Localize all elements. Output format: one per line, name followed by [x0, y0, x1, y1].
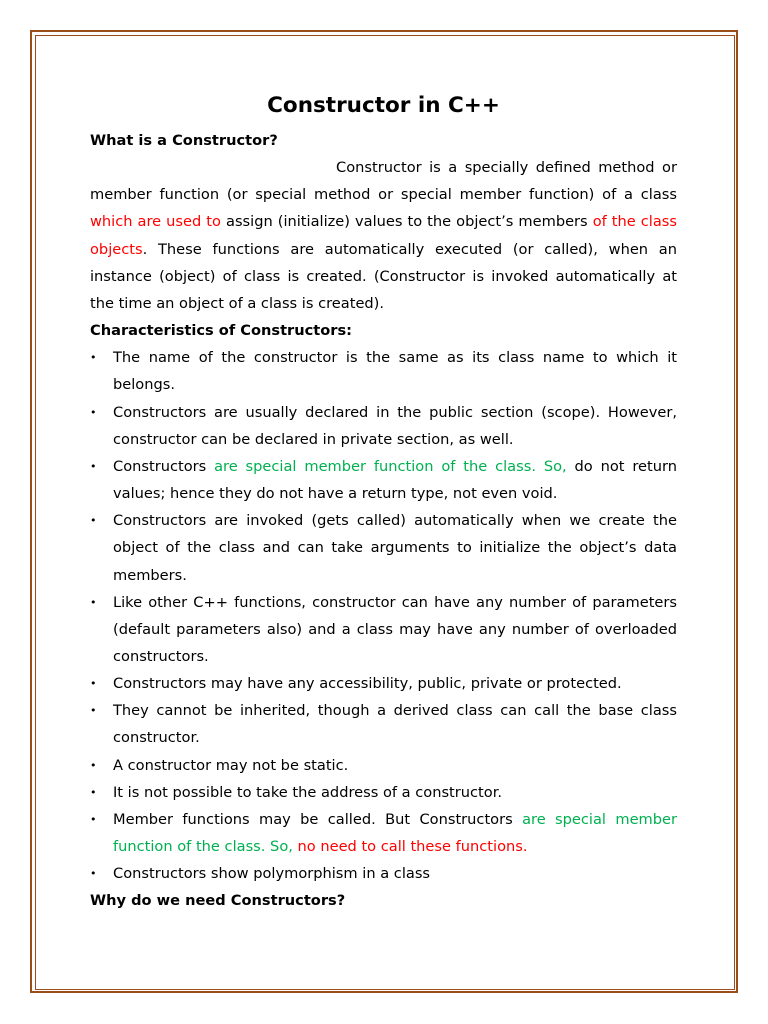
document-title: Constructor in C++: [267, 93, 500, 118]
list-item-text: Member functions may be called. But Constructors: [113, 810, 523, 828]
intro-text: . These functions are automatically executed (or called), when an instance (object) of class is created. (Constructor is invoked automatically at the time an object of a class is created).: [90, 240, 677, 312]
list-item-text: Constructors are usually declared in the public section (scope). However, constructor can be declared in private section, as well.: [113, 403, 677, 448]
list-item-highlight-green: are special member function of the class. So,: [113, 810, 678, 856]
list-item-text: Constructors are invoked (gets called) automatically when we create the object of the class and can take arguments to initialize the object’s data members.: [113, 512, 677, 584]
list-item-text: Constructors may have any accessibility, public, private or protected.: [113, 675, 622, 693]
section-heading-what-is: What is a Constructor?: [90, 132, 278, 149]
list-item-text: Constructors: [113, 457, 215, 475]
list-item-text: It is not possible to take the address of a constructor.: [113, 783, 502, 801]
characteristics-list: [90, 344, 677, 887]
intro-highlight-red: which are used to: [90, 213, 221, 231]
list-item: [90, 399, 677, 453]
list-item-text: Constructors show polymorphism in a class: [113, 865, 431, 883]
list-item-text: Like other C++ functions, constructor can have any number of parameters (default parameters also) and a class may have any number of overloaded constructors.: [113, 593, 677, 665]
intro-highlight-red: of the class objects: [90, 213, 678, 258]
list-item: [90, 589, 677, 670]
list-item: [90, 697, 677, 751]
list-item-highlight-red: no need to call these functions.: [292, 838, 528, 856]
intro-paragraph: [90, 154, 677, 317]
list-item-text: do not return values; hence they do not have a return type, not even void.: [113, 457, 677, 503]
document-body: [90, 88, 677, 915]
list-item-text: A constructor may not be static.: [113, 756, 349, 774]
list-item: [90, 752, 677, 779]
list-item-text: The name of the constructor is the same as its class name to which it belongs.: [113, 349, 677, 394]
list-item: [90, 670, 677, 697]
list-item: [90, 344, 677, 398]
list-item-text: They cannot be inherited, though a derived class can call the base class constructor.: [113, 702, 677, 747]
list-item: [90, 453, 677, 507]
list-item: [90, 507, 677, 588]
list-item: [90, 860, 677, 887]
section-heading-characteristics: Characteristics of Constructors:: [90, 322, 353, 340]
section-heading-why-need: Why do we need Constructors?: [90, 892, 346, 910]
list-item: [90, 779, 677, 806]
intro-text: assign (initialize) values to the object’s members: [220, 213, 593, 231]
list-item-highlight-green: are special member function of the class. So,: [214, 457, 567, 475]
intro-text: Constructor is a specially defined method or member function (or special method or special member function) of a class: [90, 159, 677, 204]
list-item: [90, 806, 677, 860]
